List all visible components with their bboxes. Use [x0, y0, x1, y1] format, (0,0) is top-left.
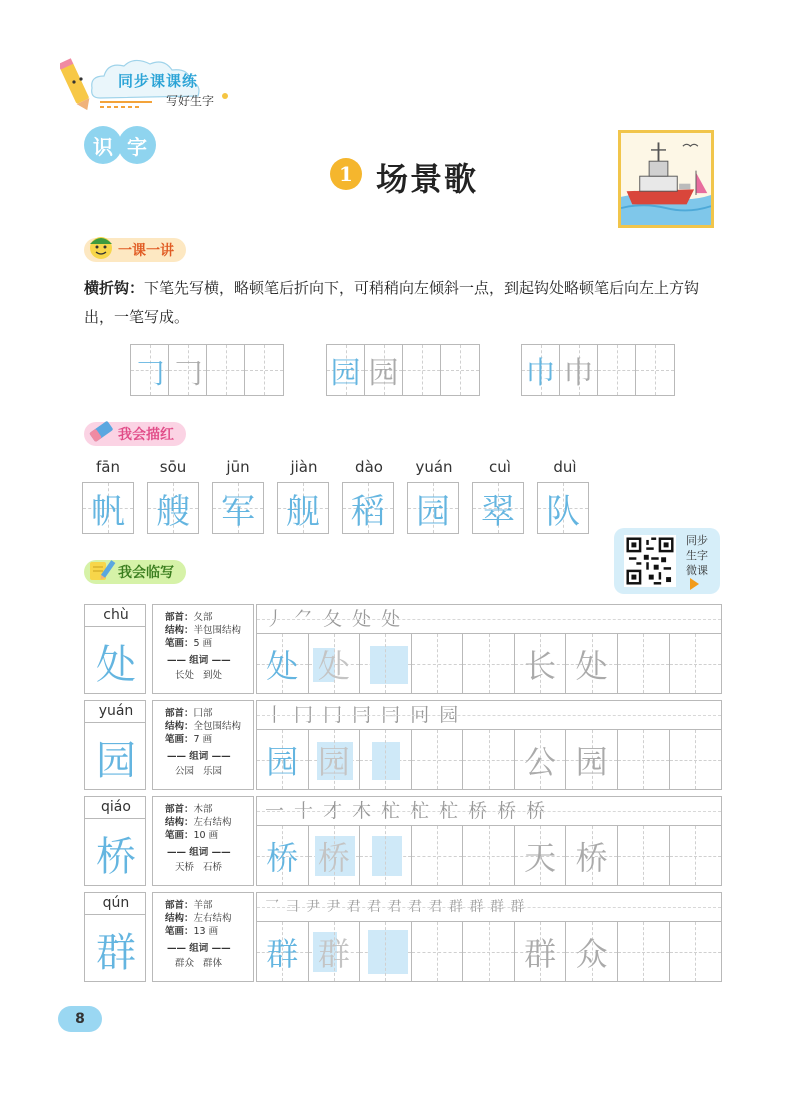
demo-trace-char: 园	[368, 356, 399, 391]
pinyin: duì	[553, 458, 577, 476]
pinyin: sōu	[159, 458, 187, 476]
trace-cell[interactable]: 舰	[277, 482, 329, 534]
demo-trace-char: 巾	[563, 356, 594, 391]
section-banner-trace	[84, 422, 186, 446]
pinyin: fān	[96, 458, 120, 476]
practice-cell[interactable]	[598, 345, 636, 395]
pinyin: jiàn	[290, 458, 318, 476]
practice-cell[interactable]	[360, 730, 412, 789]
practice-grid: 群 群 群 众	[256, 922, 722, 982]
practice-cell[interactable]	[360, 634, 412, 693]
trace-cell[interactable]: 稻	[342, 482, 394, 534]
trace-cell[interactable]: 军	[212, 482, 264, 534]
demo-model-char: 园	[330, 356, 361, 391]
trace-char-row	[82, 482, 589, 534]
demo-grid-3	[521, 344, 675, 396]
section-banner-lesson-talk	[84, 238, 186, 262]
practice-cell[interactable]	[463, 634, 515, 693]
section-label: 我会描红	[118, 427, 174, 443]
notepad-pencil-icon	[86, 554, 116, 584]
trace-pinyin-row	[82, 458, 594, 478]
practice-cell[interactable]	[412, 826, 464, 885]
main-char: 桥	[96, 834, 136, 880]
trace-cell[interactable]: 帆	[82, 482, 134, 534]
lesson-title: 场景歌	[376, 160, 479, 198]
pinyin: yuán	[98, 703, 134, 719]
practice-row-qiao	[84, 796, 722, 886]
practice-cell[interactable]	[618, 730, 670, 789]
category-char-2: 字	[118, 126, 156, 164]
main-char: 群	[96, 930, 136, 976]
pinyin: qún	[102, 895, 130, 911]
pinyin: dào	[355, 458, 383, 476]
practice-cell[interactable]	[463, 826, 515, 885]
stroke-term: 横折钩：	[84, 279, 145, 297]
char-info: 部首：囗部 结构：全包围结构 笔画：7 画 —— 组词 —— 公园 乐园	[152, 700, 254, 790]
trace-cell[interactable]: 园	[407, 482, 459, 534]
char-info: 部首：木部 结构：左右结构 笔画：10 画 —— 组词 —— 天桥 石桥	[152, 796, 254, 886]
char-card	[84, 604, 146, 694]
trace-cell[interactable]: 艘	[147, 482, 199, 534]
warship-illustration	[618, 130, 714, 228]
demo-trace-char: 𠃌	[172, 356, 203, 391]
demo-model-char: 巾	[525, 356, 556, 391]
pinyin: chù	[103, 607, 129, 623]
pinyin: cuì	[489, 458, 511, 476]
stroke-explanation	[84, 274, 729, 332]
qr-code-icon[interactable]	[624, 535, 676, 587]
practice-cell[interactable]	[618, 634, 670, 693]
demo-grid-1	[130, 344, 284, 396]
stroke-order: 一 十 才 木 杧 杧 杧 桥 桥 桥	[256, 796, 722, 826]
char-info: 部首：羊部 结构：左右结构 笔画：13 画 —— 组词 —— 群众 群体	[152, 892, 254, 982]
stroke-description: 下笔先写横，略顿笔后折向下，可稍稍向左倾斜一点，到起钩处略顿笔后向左上方钩出，一笔写成。	[84, 279, 700, 326]
char-card	[84, 796, 146, 886]
stroke-order: 乛 ⺕ 尹 尹 君 君 君 君 君 群 群 群 群	[256, 892, 722, 922]
char-card	[84, 700, 146, 790]
main-char: 处	[96, 642, 136, 688]
section-banner-copy	[84, 560, 186, 584]
trace-cell[interactable]: 队	[537, 482, 589, 534]
practice-cell[interactable]	[412, 634, 464, 693]
char-info: 部首：夂部 结构：半包围结构 笔画：5 画 —— 组词 —— 长处 到处	[152, 604, 254, 694]
stroke-order: 丿 ⺈ 夂 处 处	[256, 604, 722, 634]
practice-cell[interactable]	[403, 345, 441, 395]
pinyin: qiáo	[101, 799, 131, 815]
practice-grid: 处 处 长 处	[256, 634, 722, 694]
practice-cell[interactable]	[636, 345, 674, 395]
practice-cell[interactable]	[670, 730, 722, 789]
practice-cell[interactable]	[360, 922, 412, 981]
practice-row-chu	[84, 604, 722, 694]
practice-grid: 桥 桥 天 桥	[256, 826, 722, 886]
practice-cell[interactable]	[245, 345, 283, 395]
practice-cell[interactable]	[412, 730, 464, 789]
demo-model-char: 𠃌	[134, 356, 165, 391]
series-subtitle: 写好生字	[166, 94, 215, 108]
practice-cell[interactable]	[463, 730, 515, 789]
practice-cell[interactable]	[618, 826, 670, 885]
practice-row-yuan	[84, 700, 722, 790]
practice-row-qun	[84, 892, 722, 982]
demo-grid-2	[326, 344, 480, 396]
lesson-number: 1	[330, 158, 362, 190]
eraser-icon	[86, 416, 116, 446]
practice-cell[interactable]	[412, 922, 464, 981]
kid-face-icon	[86, 232, 116, 262]
practice-cell[interactable]	[618, 922, 670, 981]
category-char-1: 识	[84, 126, 122, 164]
pinyin: jūn	[226, 458, 250, 476]
practice-cell[interactable]	[207, 345, 245, 395]
practice-cell[interactable]	[441, 345, 479, 395]
main-char: 园	[96, 738, 136, 784]
practice-cell[interactable]	[360, 826, 412, 885]
practice-cell[interactable]	[463, 922, 515, 981]
stroke-order: 丨 冂 冂 冃 冃 冋 园	[256, 700, 722, 730]
char-card	[84, 892, 146, 982]
practice-cell[interactable]	[670, 826, 722, 885]
practice-grid: 园 园 公 园	[256, 730, 722, 790]
trace-cell[interactable]: 翠	[472, 482, 524, 534]
qr-caption: 同步 生字 微课	[686, 534, 708, 577]
page-number: 8	[58, 1006, 102, 1032]
pinyin: yuán	[415, 458, 453, 476]
play-icon[interactable]	[690, 578, 699, 590]
practice-cell[interactable]	[670, 634, 722, 693]
section-label: 一课一讲	[118, 243, 174, 259]
practice-cell[interactable]	[670, 922, 722, 981]
section-label: 我会临写	[118, 565, 174, 581]
series-title: 同步课课练	[118, 72, 199, 90]
